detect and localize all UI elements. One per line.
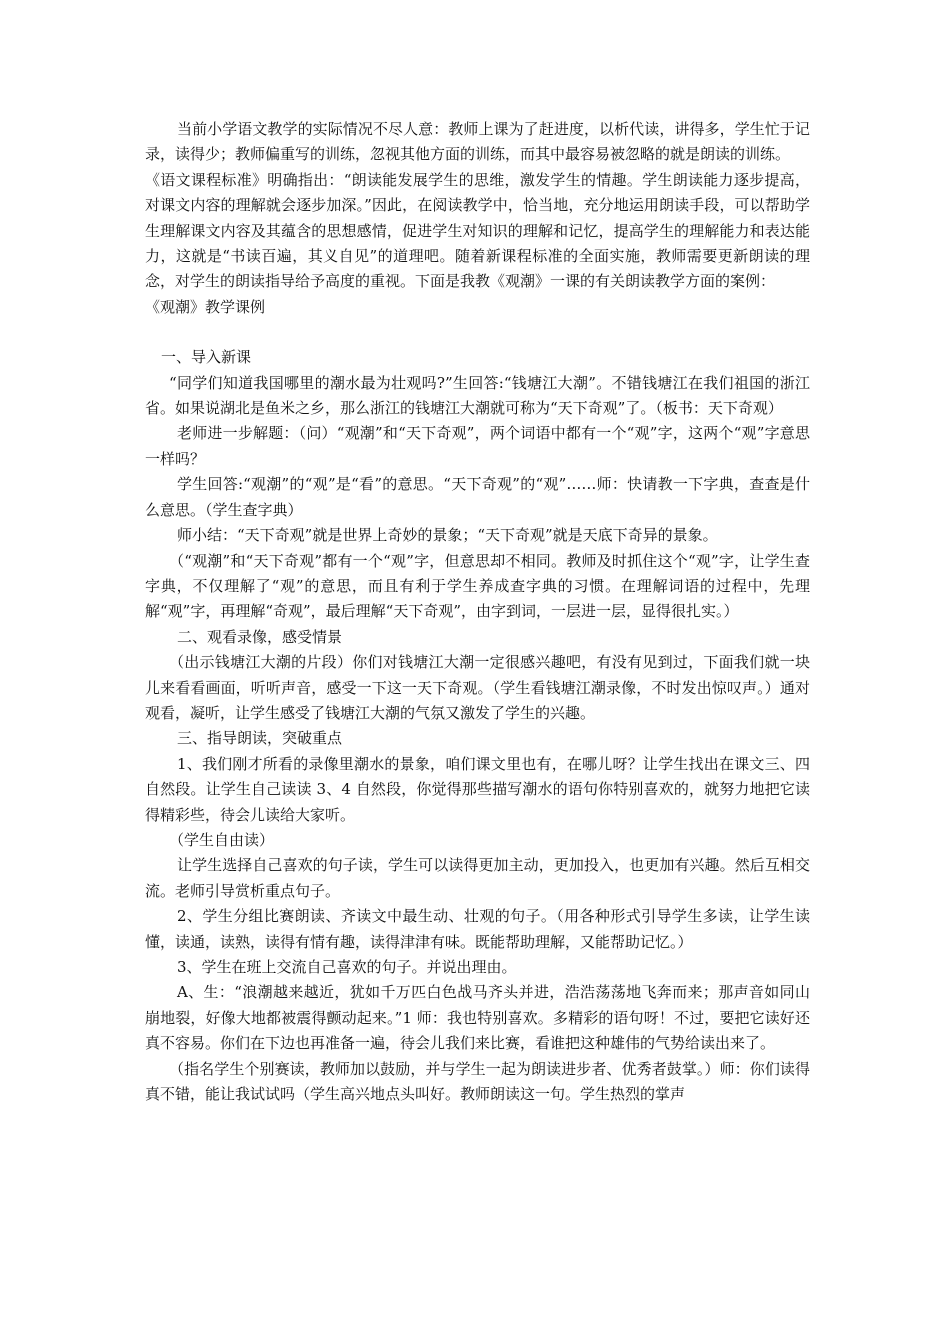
paragraph-example-a: A、生：“浪潮越来越近，犹如千万匹白色战马齐头并进，浩浩荡荡地飞奔而来；那声音如同山崩地裂，好像大地都被震得颤动起来。”1 师：我也特别喜欢。多精彩的语句呀！不过，要把它读好还真不容易。你们在下边也再准备一遍，待会儿我们来比赛，看谁把这种雄伟的气势给读出来了。 [145, 983, 810, 1053]
paragraph-choose-sentences: 让学生选择自己喜欢的句子读，学生可以读得更加主动，更加投入，也更加有兴趣。然后互相交流。老师引导赏析重点句子。 [145, 856, 810, 900]
paragraph-curriculum-standard: 《语文课程标准》明确指出：“朗读能发展学生的思维，激发学生的情趣。学生朗读能力逐步提高，对课文内容的理解就会逐步加深。”因此，在阅读教学中，恰当地，充分地运用朗读手段，可以帮助学生理解课文内容及其蕴含的思想感情，促进学生对知识的理解和记忆，提高学生的理解能力和表达能力，这就是“书读百遍，其义自见”的道理吧。随着新课程标准的全面实施，教师需要更新朗读的理念，对学生的朗读指导给予高度的重视。下面是我教《观潮》一课的有关朗读教学方面的案例： [145, 170, 810, 291]
paragraph-step-1: 1、我们刚才所看的录像里潮水的景象，咱们课文里也有，在哪儿呀？让学生找出在课文三、四自然段。让学生自己读读 3、4 自然段，你觉得那些描写潮水的语句你特别喜欢的，就努力地把它读得精彩些，待会儿读给大家听。 [145, 754, 810, 824]
blank-line [145, 320, 810, 345]
paragraph-comment: （“观潮”和“天下奇观”都有一个“观”字，但意思却不相同。教师及时抓住这个“观”字，让学生查字典，不仅理解了“观”的意思，而且有利于学生养成查字典的习惯。在理解词语的过程中，先理解“观”字，再理解“奇观”，最后理解“天下奇观”，由字到词，一层进一层，显得很扎实。） [145, 551, 810, 621]
paragraph-intro: 当前小学语文教学的实际情况不尽人意：教师上课为了赶进度，以析代读，讲得多，学生忙于记录，读得少；教师偏重写的训练，忽视其他方面的训练，而其中最容易被忽略的就是朗读的训练。 [145, 120, 810, 164]
section-heading-3: 三、指导朗读，突破重点 [177, 729, 343, 748]
paragraph-video: （出示钱塘江大潮的片段）你们对钱塘江大潮一定很感兴趣吧，有没有见到过，下面我们就一块儿来看看画面，听听声音，感受一下这一天下奇观。（学生看钱塘江潮录像，不时发出惊叹声。）通对观看，凝听，让学生感受了钱塘江大潮的气氛又激发了学生的兴趣。 [145, 653, 810, 722]
paragraph-question: “同学们知道我国哪里的潮水最为壮观吗?”生回答:“钱塘江大潮”。不错钱塘江在我们祖国的浙江省。如果说湖北是鱼米之乡，那么浙江的钱塘江大潮就可称为“天下奇观”了。（板书：天下奇观） [145, 373, 810, 418]
paragraph-individual-reading: （指名学生个别赛读，教师加以鼓励，并与学生一起为朗读进步者、优秀者鼓掌。）师：你们读得真不错，能让我试试吗（学生高兴地点头叫好。教师朗读这一句。学生热烈的掌声 [145, 1059, 810, 1104]
section-heading-2: 二、观看录像，感受情景 [177, 627, 343, 646]
paragraph-step-3: 3、学生在班上交流自己喜欢的句子。并说出理由。 [177, 958, 517, 976]
lesson-title: 《观潮》教学课例 [145, 297, 266, 316]
paragraph-student-answer: 学生回答:“观潮”的“观”是“看”的意思。“天下奇观”的“观”……师：快请教一下字典，查查是什么意思。（学生查字典） [145, 475, 810, 519]
paragraph-step-2: 2、学生分组比赛朗读、齐读文中最生动、壮观的句子。（用各种形式引导学生多读，让学生读懂，读通，读熟，读得有情有趣，读得津津有味。既能帮助理解，又能帮助记忆。） [145, 907, 810, 951]
document-page [145, 117, 810, 1107]
section-heading-1: 一、导入新课 [161, 348, 252, 367]
paragraph-teacher-explain: 老师进一步解题：（问）“观潮”和“天下奇观”，两个词语中都有一个“观”字，这两个“观”字意思一样吗？ [145, 424, 810, 468]
paragraph-teacher-summary: 师小结：“天下奇观”就是世界上奇妙的景象；“天下奇观”就是天底下奇异的景象。 [177, 526, 718, 545]
paragraph-free-reading: （学生自由读） [169, 830, 275, 849]
